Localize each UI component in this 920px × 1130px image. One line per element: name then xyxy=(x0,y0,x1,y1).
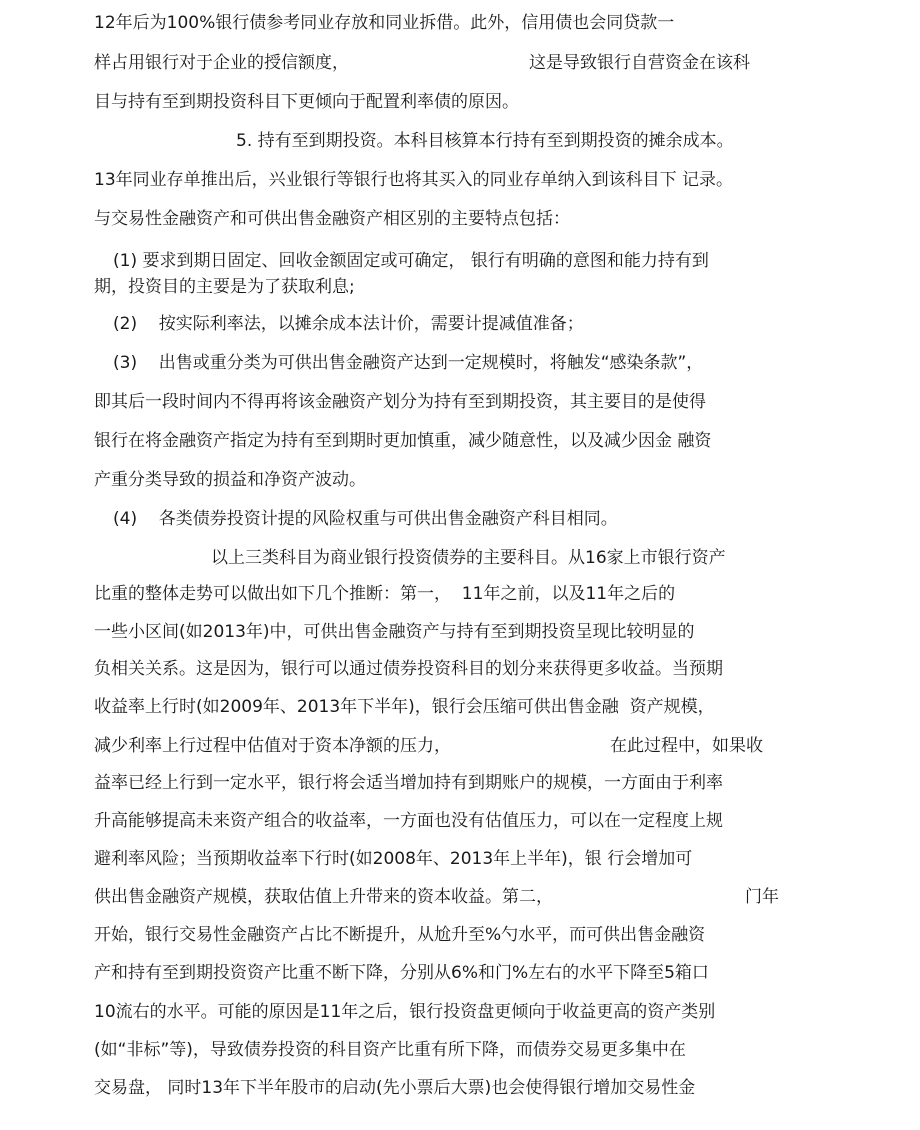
text-line: 升高能够提高未来资产组合的收益率，一方面也没有估值压力，可以在一定程度上规 xyxy=(94,811,723,831)
text-line: 避利率风险；当预期收益率下行时(如2008年、2013年上半年)，银 行会增加可 xyxy=(94,849,693,869)
text-line: 门年 xyxy=(745,887,779,907)
text-line: 目与持有至到期投资科目下更倾向于配置利率债的原因。 xyxy=(94,92,519,112)
text-line: 这是导致银行自营资金在该科 xyxy=(529,53,750,73)
text-line: 与交易性金融资产和可供出售金融资产相区别的主要特点包括： xyxy=(94,209,570,229)
text-line: 银行在将金融资产指定为持有至到期时更加慎重，减少随意性，以及减少因金 融资 xyxy=(94,431,712,451)
text-line: 收益率上行时(如2009年、2013年下半年)，银行会压缩可供出售金融 资产规模， xyxy=(94,697,715,717)
text-line: (3) 出售或重分类为可供出售金融资产达到一定规模时，将触发“感染条款”， xyxy=(113,353,704,373)
text-line: 减少利率上行过程中估值对于资本净额的压力， xyxy=(94,736,451,756)
text-line: 即其后一段时间内不得再将该金融资产划分为持有至到期投资，其主要目的是使得 xyxy=(94,392,706,412)
text-line: 一些小区间(如2013年)中，可供出售金融资产与持有至到期投资呈现比较明显的 xyxy=(94,622,695,642)
text-line: 供出售金融资产规模，获取估值上升带来的资本收益。第二， xyxy=(94,887,553,907)
text-line: (1) 要求到期日固定、回收金额固定或可确定， 银行有明确的意图和能力持有到 xyxy=(113,251,709,271)
text-line: 期，投资目的主要是为了获取利息; xyxy=(94,277,355,297)
text-line: (2) 按实际利率法，以摊余成本法计价，需要计提减值准备； xyxy=(113,314,584,334)
text-line: 开始，银行交易性金融资产占比不断提升，从尬升至%勺水平，而可供出售金融资 xyxy=(94,925,706,945)
text-line: 益率已经上行到一定水平，银行将会适当增加持有到期账户的规模，一方面由于利率 xyxy=(94,773,723,793)
text-line: 在此过程中，如果收 xyxy=(610,736,763,756)
text-line: 产重分类导致的损益和净资产波动。 xyxy=(94,470,366,490)
text-line: 样占用银行对于企业的授信额度， xyxy=(94,53,349,73)
text-line: 以上三类科目为商业银行投资债券的主要科目。从16家上市银行资产 xyxy=(211,548,726,568)
text-line: 产和持有至到期投资资产比重不断下降，分别从6%和门%左右的水平下降至5箱口 xyxy=(94,963,709,983)
text-line: 交易盘， 同时13年下半年股市的启动(先小票后大票)也会使得银行增加交易性金 xyxy=(94,1078,696,1098)
text-line: 10流右的水平。可能的原因是11年之后，银行投资盘更倾向于收益更高的资产类别 xyxy=(94,1002,716,1022)
text-line: (4) 各类债券投资计提的风险权重与可供出售金融资产科目相同。 xyxy=(113,509,618,529)
text-line: (如“非标”等)，导致债券投资的科目资产比重有所下降，而债券交易更多集中在 xyxy=(94,1040,686,1060)
text-line: 13年同业存单推出后，兴业银行等银行也将其买入的同业存单纳入到该科目下 记录。 xyxy=(94,170,734,190)
text-line: 比重的整体走势可以做出如下几个推断：第一， 11年之前，以及11年之后的 xyxy=(94,584,676,604)
text-line: 5. 持有至到期投资。本科目核算本行持有至到期投资的摊余成本。 xyxy=(236,131,734,151)
text-line: 12年后为100%银行债参考同业存放和同业拆借。此外，信用债也会同贷款一 xyxy=(94,13,675,33)
text-line: 负相关关系。这是因为，银行可以通过债券投资科目的划分来获得更多收益。当预期 xyxy=(94,659,723,679)
